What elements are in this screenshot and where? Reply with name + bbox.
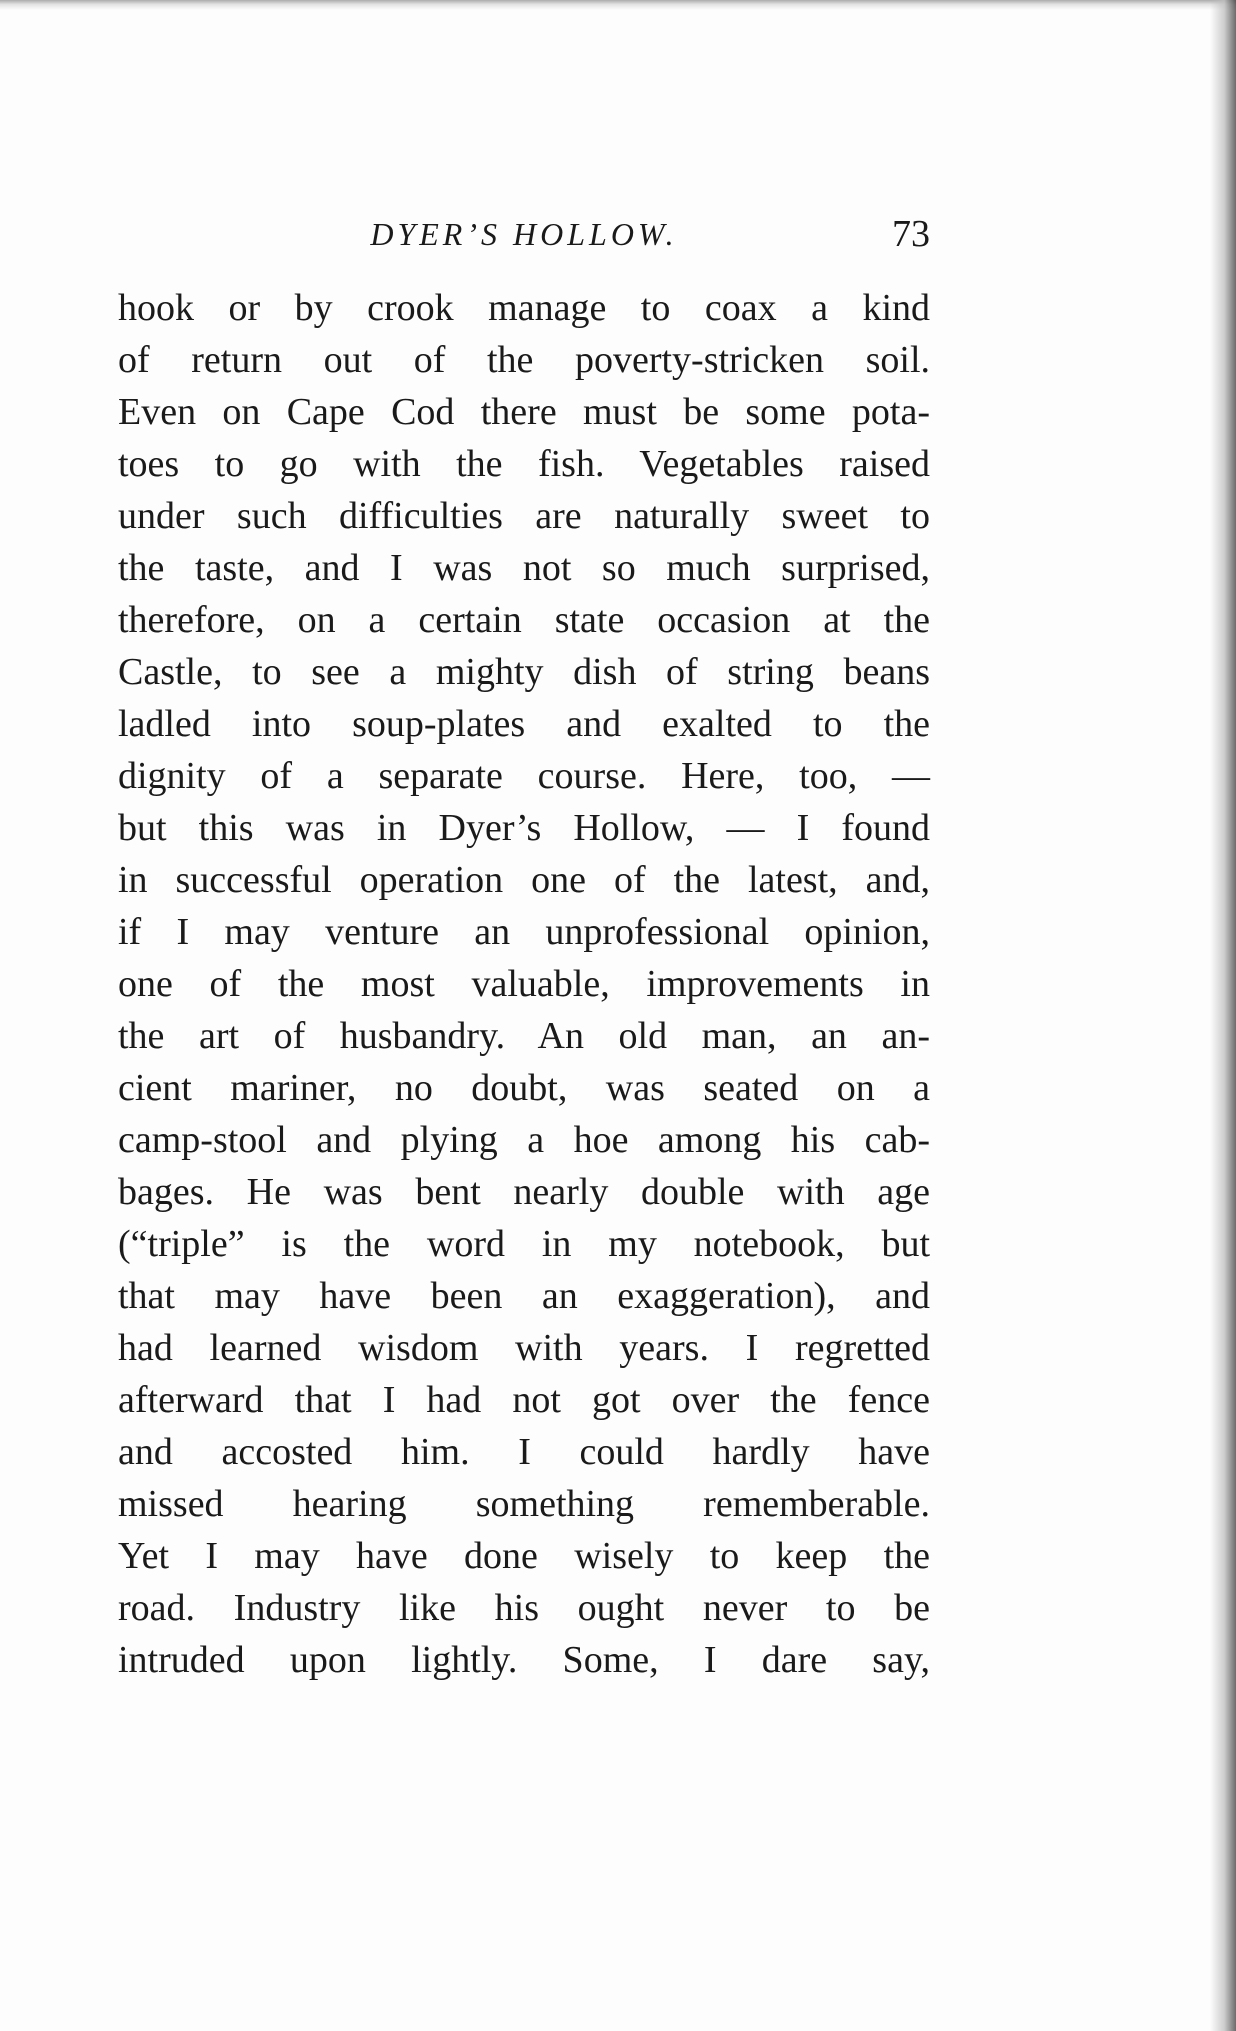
text-line: the art of husbandry. An old man, an an- xyxy=(118,1015,930,1057)
text-line: in successful operation one of the latest, and, xyxy=(118,859,930,901)
text-line: road. Industry like his ought never to be xyxy=(118,1587,930,1629)
text-line: afterward that I had not got over the fence xyxy=(118,1379,930,1421)
text-line: and accosted him. I could hardly have xyxy=(118,1431,930,1473)
text-line: (“triple” is the word in my notebook, but xyxy=(118,1223,930,1265)
text-line: of return out of the poverty-stricken soil. xyxy=(118,339,930,381)
text-line: intruded upon lightly. Some, I dare say, xyxy=(118,1639,930,1681)
text-line: had learned wisdom with years. I regretted xyxy=(118,1327,930,1369)
text-line: cient mariner, no doubt, was seated on a xyxy=(118,1067,930,1109)
text-line: one of the most valuable, improvements in xyxy=(118,963,930,1005)
page-top-shadow xyxy=(0,0,1236,10)
text-line: camp-stool and plying a hoe among his cab- xyxy=(118,1119,930,1161)
text-line: toes to go with the fish. Vegetables raised xyxy=(118,443,930,485)
running-head xyxy=(118,212,930,262)
text-line: the taste, and I was not so much surprised, xyxy=(118,547,930,589)
body-text xyxy=(118,282,930,1686)
text-line: if I may venture an unprofessional opinion, xyxy=(118,911,930,953)
text-line: Yet I may have done wisely to keep the xyxy=(118,1535,930,1577)
text-line: hook or by crook manage to coax a kind xyxy=(118,287,930,329)
running-head-title: DYER’S HOLLOW. xyxy=(370,216,678,252)
text-line: Even on Cape Cod there must be some pota- xyxy=(118,391,930,433)
text-line: under such difficulties are naturally sweet to xyxy=(118,495,930,537)
text-line: therefore, on a certain state occasion at the xyxy=(118,599,930,641)
text-line: that may have been an exaggeration), and xyxy=(118,1275,930,1317)
page-binding-shadow xyxy=(1210,0,1236,2031)
text-line: but this was in Dyer’s Hollow, — I found xyxy=(118,807,930,849)
text-line: ladled into soup-plates and exalted to the xyxy=(118,703,930,745)
text-line: missed hearing something rememberable. xyxy=(118,1483,930,1525)
text-line: Castle, to see a mighty dish of string beans xyxy=(118,651,930,693)
page-number: 73 xyxy=(892,213,930,255)
text-line: dignity of a separate course. Here, too, — xyxy=(118,755,930,797)
text-line: bages. He was bent nearly double with age xyxy=(118,1171,930,1213)
